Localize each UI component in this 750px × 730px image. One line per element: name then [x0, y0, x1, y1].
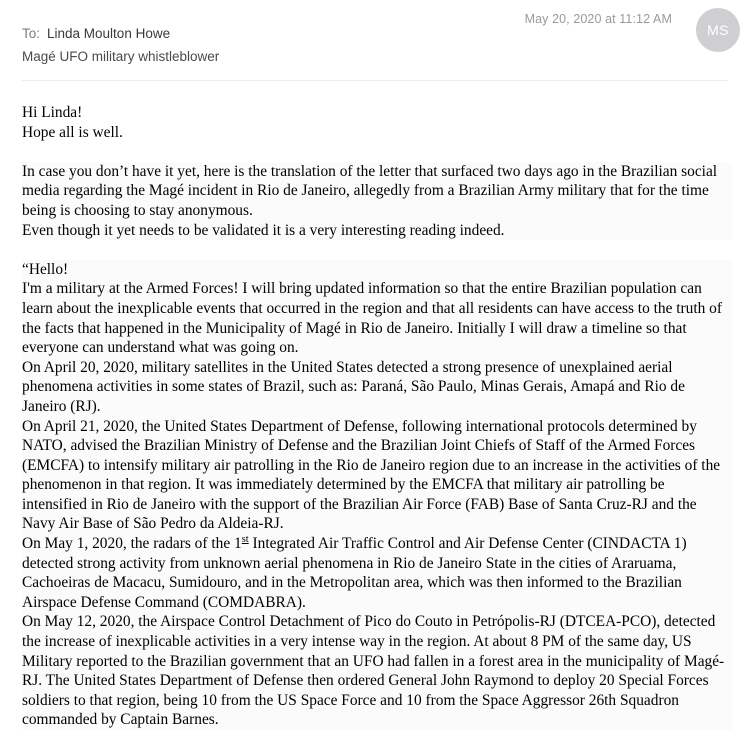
body-paragraph-4	[22, 534, 732, 612]
paragraph-spacer	[22, 240, 732, 260]
recipient-name[interactable]: Linda Moulton Howe	[47, 26, 171, 41]
body-paragraph-4-part-1: On May 1, 2020, the radars of the 1	[22, 535, 242, 553]
body-paragraph-2: On April 20, 2020, military satellites in the United States detected a strong presence of unexplained aerial phenomena activities in some states of Brazil, such as: Paraná, São Paulo, Minas Gerais, Amapá and Rio de Janeiro (RJ).	[22, 358, 732, 417]
avatar-initials: MS	[707, 22, 729, 38]
email-body	[22, 103, 732, 730]
email-header	[0, 0, 750, 80]
body-paragraph-3: On April 21, 2020, the United States Department of Defense, following international protocols determined by NATO, advised the Brazilian Ministry of Defense and the Brazilian Joint Chiefs of Staff of the Armed Forces (EMCFA) to intensify military air patrolling in the Rio de Janeiro region due to an increase in the activities of the phenomenon in that region. It was immediately determined by the EMCFA that military air patrolling be intensified in Rio de Janeiro with the support of the Brazilian Air Force (FAB) Base of Santa Cruz-RJ and the Navy Air Base of São Pedro da Aldeia-RJ.	[22, 417, 732, 535]
sender-avatar[interactable]	[696, 8, 740, 52]
header-divider	[22, 80, 728, 81]
body-quote-open: “Hello!	[22, 260, 732, 280]
message-timestamp: May 20, 2020 at 11:12 AM	[524, 12, 672, 26]
to-label: To:	[22, 26, 41, 41]
ordinal-suffix-superscript: st	[241, 533, 249, 545]
body-paragraph-4-part-2: Integrated Air Traffic Control and Air Defense Center (CINDACTA 1) detected strong activity from unknown aerial phenomena in Rio de Janeiro State in the cities of Araruama, Cachoeiras de Macacu, Sumidouro, and in the Metropolitan area, which was then informed to the Brazilian Airspace Defense Command (COMDABRA).	[22, 535, 687, 611]
body-paragraph-5: On May 12, 2020, the Airspace Control Detachment of Pico do Couto in Petrópolis-RJ (DTCEA-PCO), detected the increase of inexplicable activities in a very intense way in the region. At about 8 PM of the same day, US Military reported to the Brazilian government that an UFO had fallen in a forest area in the municipality of Magé-RJ. The United States Department of Defense then ordered General John Raymond to deploy 20 Special Forces soldiers to that region, being 10 from the US Space Force and 10 from the Space Aggressor 26th Squadron commanded by Captain Barnes.	[22, 612, 732, 730]
body-greeting-line-2: Hope all is well.	[22, 123, 123, 141]
body-greeting-line-1: Hi Linda!	[22, 104, 83, 121]
paragraph-spacer	[22, 142, 732, 162]
body-paragraph-1: I'm a military at the Armed Forces! I will bring updated information so that the entire Brazilian population can learn about the inexplicable events that occurred in the region and that all residents can have access to the truth of the facts that happened in the Municipality of Magé in Rio de Janeiro. Initially I will draw a timeline so that everyone can understand what was going on.	[22, 279, 732, 357]
body-paragraph-intro-2: Even though it yet needs to be validated it is a very interesting reading indeed.	[22, 221, 732, 241]
subject-line: Magé UFO military whistleblower	[22, 49, 220, 64]
body-paragraph-intro: In case you don’t have it yet, here is the translation of the letter that surfaced two days ago in the Brazilian social media regarding the Magé incident in Rio de Janeiro, allegedly from a Brazilian Army military that for the time being is choosing to stay anonymous.	[22, 162, 732, 221]
recipient-line	[22, 26, 170, 41]
